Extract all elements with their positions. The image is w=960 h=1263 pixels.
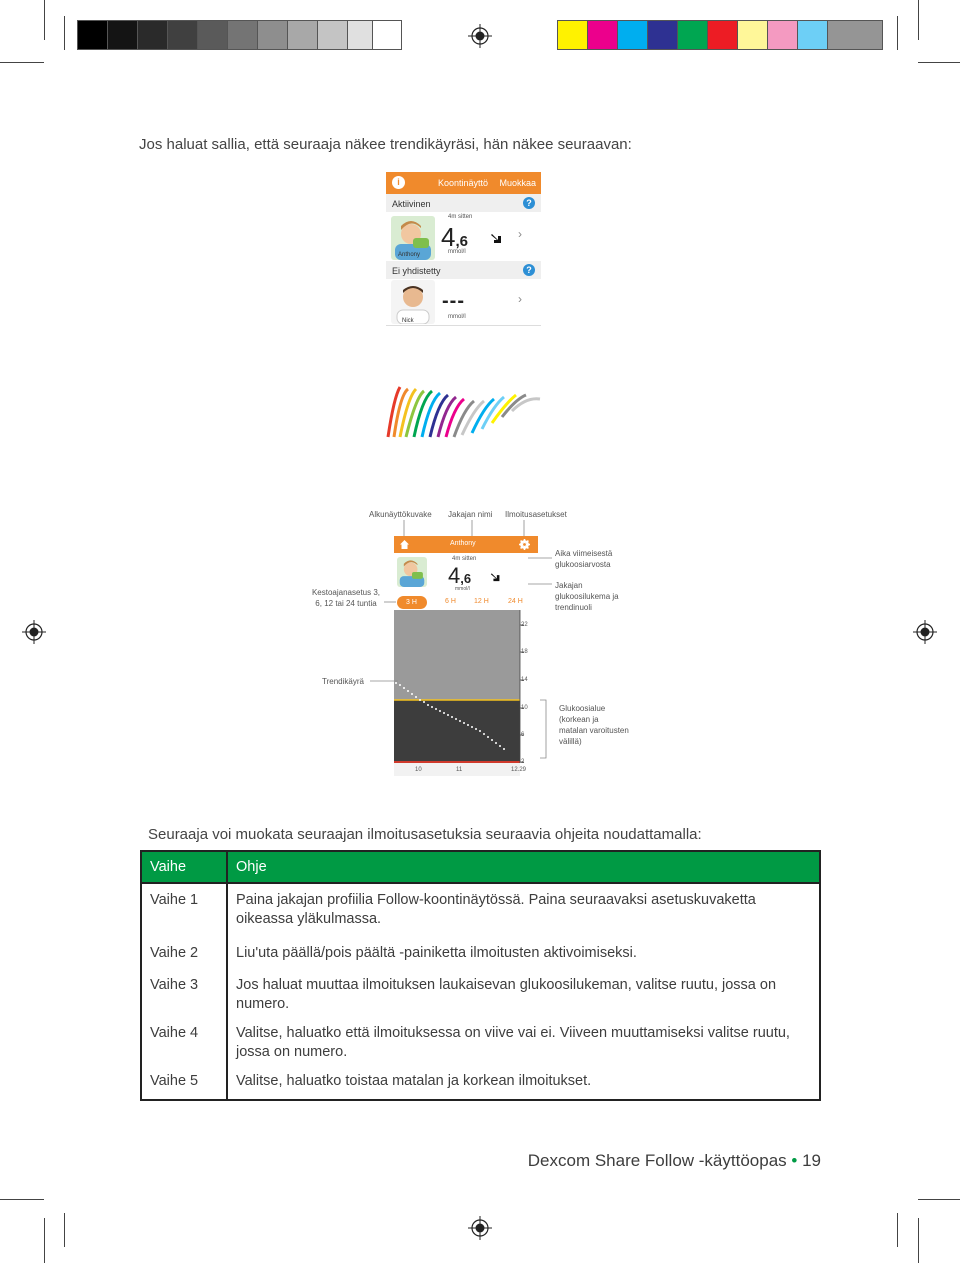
y-tick-label: 2 — [521, 759, 525, 765]
time-ago: 4m sitten — [448, 214, 473, 220]
glucose-value-dec: ,6 — [460, 571, 472, 586]
help-icon[interactable]: ? — [523, 264, 535, 276]
page-number: 19 — [802, 1151, 821, 1170]
annotation-time-since: Aika viimeisestä glukoosiarvosta — [555, 549, 613, 569]
registration-mark-icon — [22, 620, 46, 644]
y-tick-label: 18 — [521, 649, 528, 655]
table-row — [141, 940, 820, 972]
section-disconnected — [386, 261, 541, 279]
range-label: 3 H — [406, 599, 417, 606]
section-disconnected-label: Ei yhdistetty — [392, 266, 441, 276]
step-text: Valitse, haluatko toistaa matalan ja korkean ilmoitukset. — [227, 1068, 820, 1100]
table-caption: Seuraaja voi muokata seuraajan ilmoitusasetuksia seuraavia ohjeita noudattamalla: — [148, 826, 702, 843]
annotation-duration: Kestoajanasetus 3, 6, 12 tai 24 tuntia — [311, 588, 381, 608]
dashboard-screenshot — [386, 172, 541, 438]
intro-text: Jos haluat sallia, että seuraaja näkee trendikäyräsi, hän näkee seuraavan: — [139, 136, 632, 153]
time-ago: 4m sitten — [452, 556, 477, 562]
table-row — [141, 883, 820, 940]
y-tick-label: 22 — [521, 622, 528, 628]
glucose-unit: mmol/l — [455, 586, 470, 592]
dashboard-title: Koontinäyttö — [438, 178, 489, 188]
trend-title: Anthony — [450, 540, 476, 547]
footer-title: Dexcom Share Follow -käyttöopas — [527, 1151, 787, 1170]
page-footer — [528, 1151, 821, 1171]
label-startup-image: Alkunäyttökuvake — [369, 510, 432, 519]
help-icon[interactable]: ? — [523, 197, 535, 209]
x-tick-label: 12.29 — [511, 767, 527, 773]
section-active-label: Aktiivinen — [392, 199, 431, 209]
step-label: Vaihe 2 — [141, 940, 227, 972]
trend-arrow-down-right-icon — [490, 230, 504, 244]
label-sharer-name: Jakajan nimi — [448, 510, 493, 519]
dexcom-ribbon-graphic — [386, 377, 541, 438]
step-text: Paina jakajan profiilia Follow-koontinäytössä. Paina seuraavaksi asetuskuvaketta oikeassa yläkulmassa. — [227, 883, 820, 940]
glucose-value-dec: ,6 — [455, 233, 468, 250]
annotation-range: Glukoosialue (korkean ja matalan varoitusten välillä) — [559, 704, 629, 746]
annotation-glucose-trend: Jakajan glukoosilukema ja trendinuoli — [555, 581, 619, 612]
glucose-value: --- — [442, 290, 465, 312]
step-label: Vaihe 1 — [141, 883, 227, 940]
step-label: Vaihe 3 — [141, 972, 227, 1020]
table-row — [141, 1068, 820, 1100]
glucose-unit: mmol/l — [448, 249, 466, 255]
table-row — [141, 1020, 820, 1068]
glucose-unit: mmol/l — [448, 314, 466, 320]
step-label: Vaihe 4 — [141, 1020, 227, 1068]
sharer-name: Nick — [402, 318, 414, 324]
edit-button[interactable]: Muokkaa — [499, 178, 536, 188]
annotation-trend-graph: Trendikäyrä — [322, 677, 364, 686]
chevron-right-icon: › — [518, 292, 522, 306]
bullet-icon: • — [791, 1151, 798, 1170]
steps-table — [140, 850, 821, 1101]
dashboard-header — [386, 172, 541, 194]
x-tick-label: 10 — [415, 767, 422, 773]
label-notification-settings: Ilmoitusasetukset — [505, 510, 567, 519]
step-text: Valitse, haluatko että ilmoituksessa on viive vai ei. Viiveen muuttamiseksi valitse ruutu, jossa on numero. — [227, 1020, 820, 1068]
registration-mark-icon — [468, 24, 492, 48]
glucose-value-int: 4 — [448, 563, 461, 588]
step-label: Vaihe 5 — [141, 1068, 227, 1100]
x-tick-label: 11 — [456, 767, 463, 773]
glucose-value-int: 4 — [441, 222, 456, 252]
table-row — [141, 972, 820, 1020]
y-tick-label: 10 — [521, 705, 528, 711]
sharer-name: Anthony — [398, 252, 421, 258]
range-12h-button[interactable]: 12 H — [474, 598, 489, 605]
range-24h-button[interactable]: 24 H — [508, 598, 523, 605]
registration-mark-icon — [468, 1216, 492, 1240]
chevron-right-icon: › — [518, 227, 522, 241]
annotation-leader-lines — [370, 540, 560, 770]
registration-mark-icon — [913, 620, 937, 644]
y-tick-label: 6 — [521, 732, 525, 738]
column-header-step: Vaihe — [141, 851, 227, 883]
range-6h-button[interactable]: 6 H — [445, 598, 456, 605]
column-header-instruction: Ohje — [227, 851, 820, 883]
divider — [386, 325, 541, 326]
section-active — [386, 194, 541, 212]
step-text: Jos haluat muuttaa ilmoituksen laukaisevan glukoosilukeman, valitse ruutu, jossa on numero. — [227, 972, 820, 1020]
step-text: Liu'uta päällä/pois päältä -painiketta ilmoitusten aktivoimiseksi. — [227, 940, 820, 972]
y-tick-label: 14 — [521, 677, 528, 683]
info-icon[interactable]: i — [392, 176, 405, 189]
